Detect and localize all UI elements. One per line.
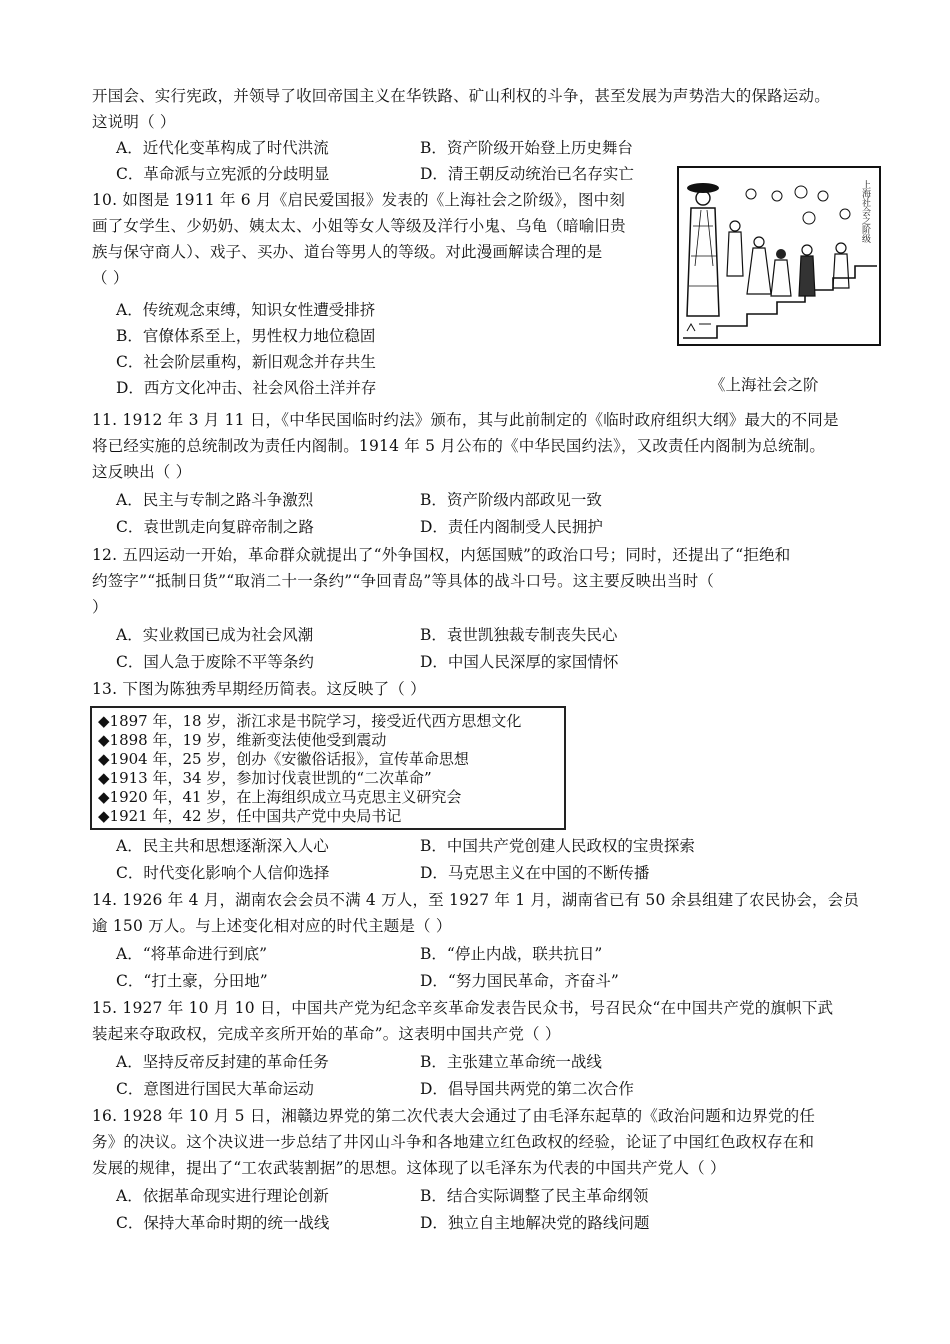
q12-text: 12. 五四运动一开始，革命群众就提出了“外争国权，内惩国贼”的政治口号；同时，还提出了“拒绝和 (92, 546, 791, 564)
timeline-item: ◆1920 年，41 岁，在上海组织成立马克思主义研究会 (98, 788, 462, 806)
option-c: C．社会阶层重构，新旧观念并存共生 (116, 353, 376, 371)
option-b: B．“停止内战，联共抗日” (420, 945, 603, 963)
option-c: C．“打土豪，分田地” (116, 972, 268, 990)
option-b: B．中国共产党创建人民政权的宝贵探索 (420, 837, 695, 855)
timeline-item: ◆1897 年，18 岁，浙江求是书院学习，接受近代西方思想文化 (98, 712, 522, 730)
question-text: 这说明（ ） (92, 113, 176, 131)
timeline-item: ◆1913 年，34 岁，参加讨伐袁世凯的“二次革命” (98, 769, 432, 787)
option-a: A．传统观念束缚，知识女性遭受排挤 (116, 301, 376, 319)
timeline-item: ◆1904 年，25 岁，创办《安徽俗话报》，宣传革命思想 (98, 750, 469, 768)
option-b: B．主张建立革命统一战线 (420, 1053, 602, 1071)
q11-text: 11. 1912 年 3 月 11 日，《中华民国临时约法》颁布，其与此前制定的《临时政府组织大纲》最大的不同是 (92, 411, 839, 429)
q12-text: 约签字”“抵制日货”“取消二十一条约”“争回青岛”等具体的战斗口号。这主要反映出当时（ (92, 572, 715, 590)
option-b: B．资产阶级内部政见一致 (420, 491, 602, 509)
option-d: D．“努力国民革命，齐奋斗” (420, 972, 619, 990)
option-c: C．意图进行国民大革命运动 (116, 1080, 314, 1098)
option-d: D．清王朝反动统治已名存实亡 (420, 165, 634, 183)
option-c: C．革命派与立宪派的分歧明显 (116, 165, 330, 183)
option-a: A．依据革命现实进行理论创新 (116, 1187, 329, 1205)
option-b: B．袁世凯独裁专制丧失民心 (420, 626, 618, 644)
chen-duxiu-timeline-box (90, 706, 566, 830)
q10-text: 族与保守商人）、戏子、买办、道台等男人的等级。对此漫画解读合理的是 (92, 243, 603, 261)
q16-text: 务》的决议。这个决议进一步总结了井冈山斗争和各地建立红色政权的经验，论证了中国红色政权存在和 (92, 1133, 815, 1151)
option-d: D．独立自主地解决党的路线问题 (420, 1214, 650, 1232)
option-b: B．官僚体系至上，男性权力地位稳固 (116, 327, 376, 345)
q15-text: 15. 1927 年 10 月 10 日，中国共产党为纪念辛亥革命发表告民众书，号召民众“在中国共产党的旗帜下武 (92, 999, 834, 1017)
q14-text: 逾 150 万人。与上述变化相对应的时代主题是（ ） (92, 917, 452, 935)
q13-text: 13. 下图为陈独秀早期经历简表。这反映了（ ） (92, 680, 426, 698)
cartoon-title: 上海社会之阶级 (860, 180, 870, 243)
option-a: A．“将革命进行到底” (116, 945, 268, 963)
option-d: D．马克思主义在中国的不断传播 (420, 864, 650, 882)
option-a: A．近代化变革构成了时代洪流 (116, 139, 329, 157)
cartoon-caption: 《上海社会之阶 (710, 376, 819, 394)
q12-text: ） (92, 598, 108, 616)
option-d: D．西方文化冲击、社会风俗土洋并存 (116, 379, 377, 397)
option-a: A．坚持反帝反封建的革命任务 (116, 1053, 329, 1071)
option-b: B．资产阶级开始登上历史舞台 (420, 139, 633, 157)
shanghai-society-cartoon (677, 166, 881, 346)
option-d: D．责任内阁制受人民拥护 (420, 518, 603, 536)
q10-text: 画了女学生、少奶奶、姨太太、小姐等女人等级及洋行小鬼、乌龟（暗喻旧贵 (92, 217, 626, 235)
option-b: B．结合实际调整了民主革命纲领 (420, 1187, 649, 1205)
option-d: D．倡导国共两党的第二次合作 (420, 1080, 634, 1098)
option-c: C．时代变化影响个人信仰选择 (116, 864, 330, 882)
question-text: 开国会、实行宪政，并领导了收回帝国主义在华铁路、矿山利权的斗争，甚至发展为声势浩大的保路运动。 (92, 87, 830, 105)
q10-text: （ ） (92, 269, 129, 287)
option-a: A．民主与专制之路斗争激烈 (116, 491, 314, 509)
timeline-item: ◆1898 年，19 岁，维新变法使他受到震动 (98, 731, 387, 749)
q14-text: 14. 1926 年 4 月，湖南农会会员不满 4 万人，至 1927 年 1 月，湖南省已有 50 余县组建了农民协会，会员 (92, 891, 860, 909)
option-d: D．中国人民深厚的家国情怀 (420, 653, 619, 671)
option-a: A．民主共和思想逐渐深入人心 (116, 837, 329, 855)
option-c: C．袁世凯走向复辟帝制之路 (116, 518, 314, 536)
option-a: A．实业救国已成为社会风潮 (116, 626, 314, 644)
timeline-item: ◆1921 年，42 岁，任中国共产党中央局书记 (98, 807, 402, 825)
q16-text: 16. 1928 年 10 月 5 日，湘赣边界党的第二次代表大会通过了由毛泽东起草的《政治问题和边界党的任 (92, 1107, 816, 1125)
q16-text: 发展的规律，提出了“工农武装割据”的思想。这体现了以毛泽东为代表的中国共产党人（ ） (92, 1159, 726, 1177)
option-c: C．国人急于废除不平等条约 (116, 653, 314, 671)
q15-text: 装起来夺取政权，完成辛亥所开始的革命”。这表明中国共产党（ ） (92, 1025, 561, 1043)
q11-text: 这反映出（ ） (92, 463, 192, 481)
q10-text: 10. 如图是 1911 年 6 月《启民爱国报》发表的《上海社会之阶级》，图中刻 (92, 191, 626, 209)
q11-text: 将已经实施的总统制改为责任内阁制。1914 年 5 月公布的《中华民国约法》，又改责任内阁制为总统制。 (92, 437, 826, 455)
option-c: C．保持大革命时期的统一战线 (116, 1214, 330, 1232)
